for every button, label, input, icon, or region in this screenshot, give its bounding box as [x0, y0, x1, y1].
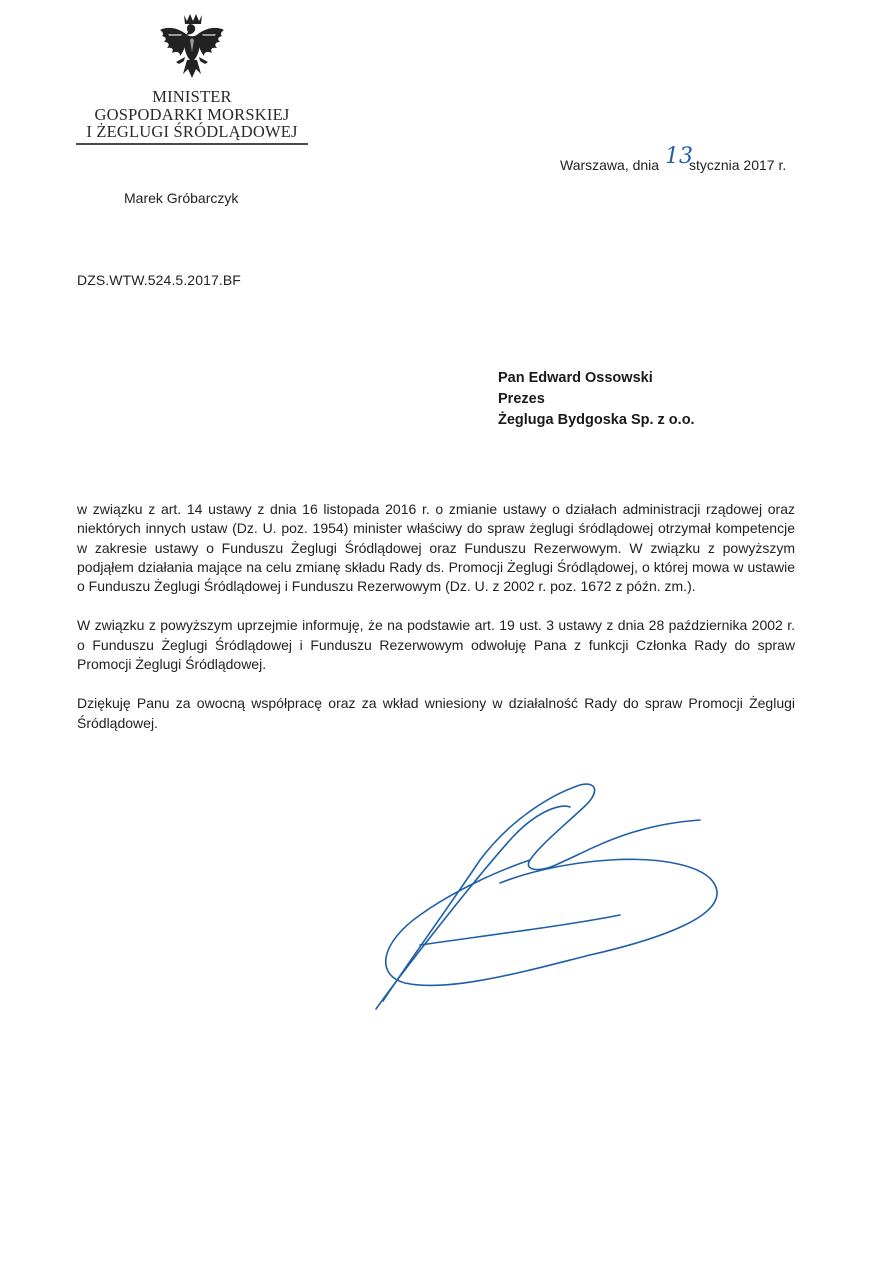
place-and-date	[560, 144, 787, 174]
letter-body	[77, 500, 795, 753]
addressee-block	[498, 368, 695, 431]
handwritten-signature-icon	[360, 765, 730, 1010]
reference-number: DZS.WTW.524.5.2017.BF	[77, 272, 241, 288]
letterhead-divider	[76, 143, 308, 145]
date-suffix: stycznia 2017 r.	[688, 157, 787, 173]
handwritten-day-digits: 13	[664, 144, 693, 169]
minister-title-line: I ŻEGLUGI ŚRÓDLĄDOWEJ	[86, 122, 298, 141]
signatory-name: Marek Gróbarczyk	[124, 190, 239, 206]
minister-title-line: MINISTER	[152, 87, 232, 106]
addressee-title: Prezes	[498, 391, 545, 407]
minister-title	[76, 88, 308, 141]
body-paragraph: w związku z art. 14 ustawy z dnia 16 listopada 2016 r. o zmianie ustawy o działach administracji rządowej oraz niektórych innych ustaw (Dz. U. poz. 1954) minister właściwy do spraw żeglugi śródlądowej otrzymał kompetencje w zakresie ustawy o Funduszu Żeglugi Śródlądowej oraz Funduszu Rezerwowym. W związku z powyższym podjąłem działania mające na celu zmianę składu Rady ds. Promocji Żeglugi Śródlądowej, o której mowa w ustawie o Funduszu Żeglugi Śródlądowej i Funduszu Rezerwowym (Dz. U. z 2002 r. poz. 1672 z późn. zm.).	[77, 501, 795, 595]
addressee-name: Pan Edward Ossowski	[498, 370, 653, 386]
body-paragraph: Dziękuję Panu za owocną współpracę oraz za wkład wniesiony w działalność Rady do spraw Promocji Żeglugi Śródlądowej.	[77, 695, 795, 731]
date-prefix: Warszawa, dnia	[560, 157, 660, 173]
handwritten-day	[663, 144, 693, 174]
addressee-company: Żegluga Bydgoska Sp. z o.o.	[498, 412, 695, 428]
polish-eagle-emblem-icon	[156, 12, 228, 82]
minister-title-line: GOSPODARKI MORSKIEJ	[94, 104, 290, 124]
body-paragraph: W związku z powyższym uprzejmie informuję, że na podstawie art. 19 ust. 3 ustawy z dnia 28 października 2002 r. o Funduszu Żeglugi Śródlądowej i Funduszu Rezerwowym odwołuję Pana z funkcji Członka Rady do spraw Promocji Żeglugi Śródlądowej.	[77, 617, 795, 673]
